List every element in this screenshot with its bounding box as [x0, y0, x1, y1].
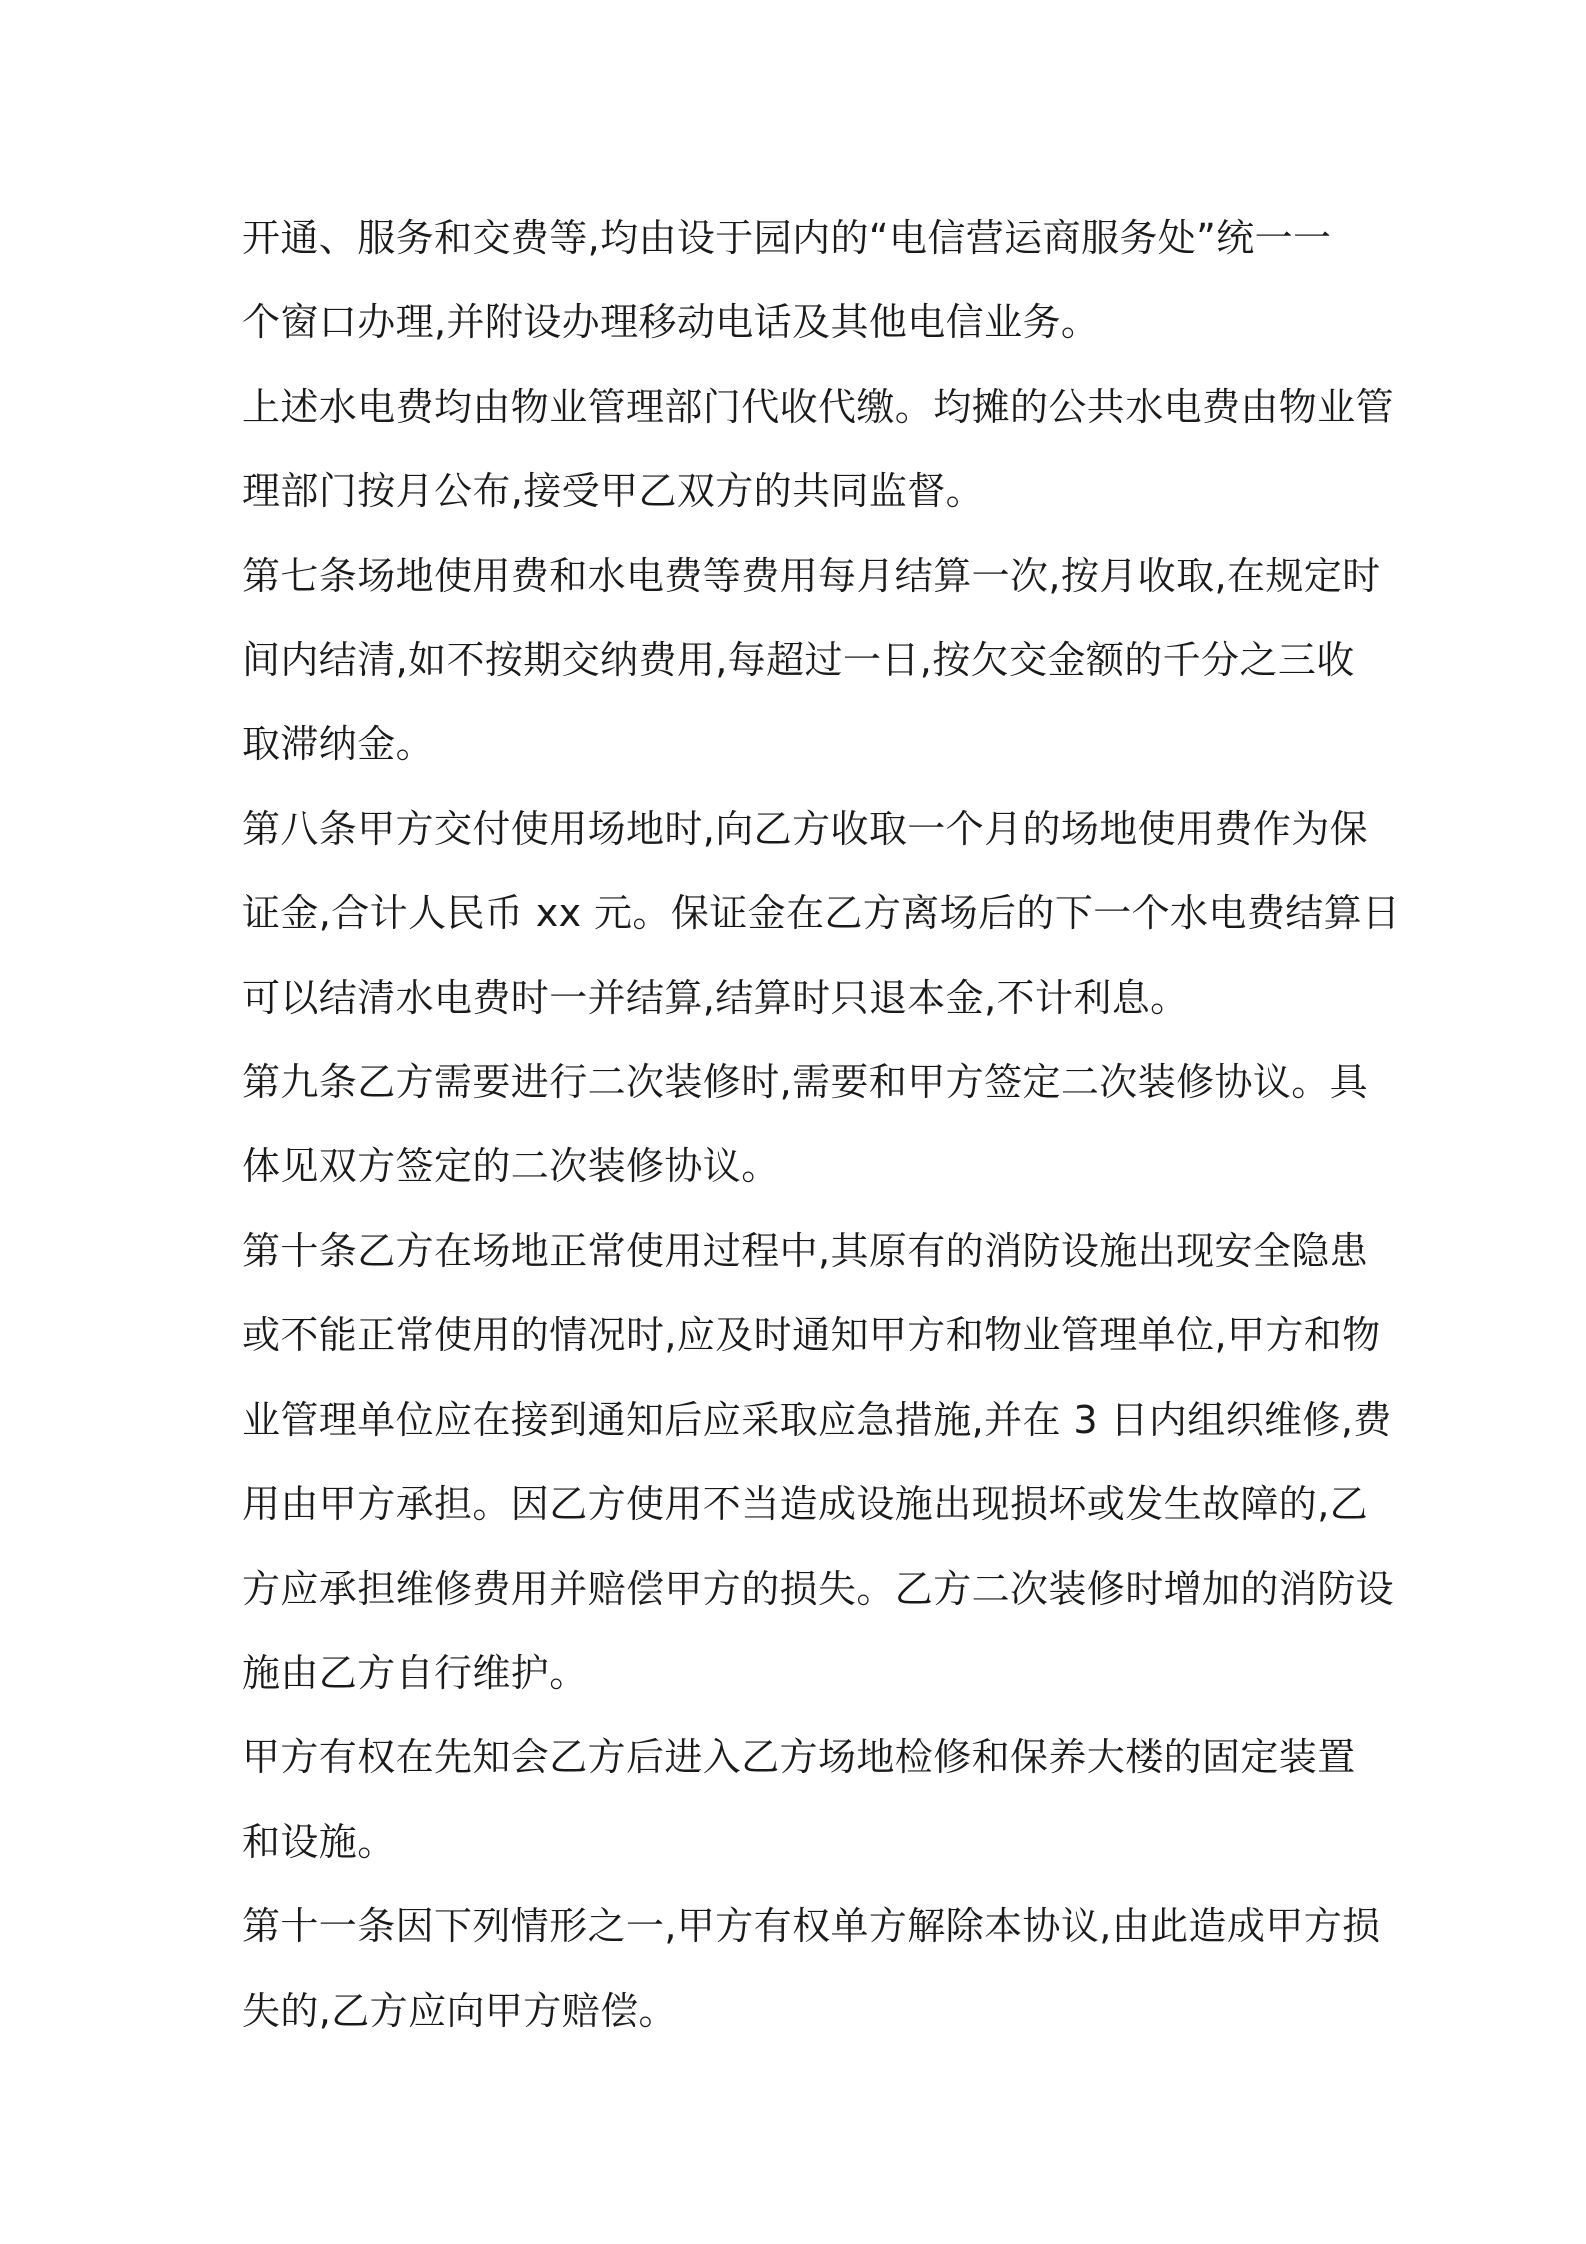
text-line: 用由甲方承担。因乙方使用不当造成设施出现损坏或发生故障的,乙	[242, 1482, 1369, 1527]
text-line: 开通、服务和交费等,均由设于园内的“电信营运商服务处”统一一	[242, 216, 1332, 260]
text-line: 或不能正常使用的情况时,应及时通知甲方和物业管理单位,甲方和物	[242, 1313, 1381, 1358]
text-line: 失的,乙方应向甲方赔偿。	[242, 1988, 677, 2033]
text-line: 施由乙方自行维护。	[242, 1650, 588, 1695]
text-line: 上述水电费均由物业管理部门代收代缴。均摊的公共水电费由物业管	[242, 384, 1395, 429]
text-line: 甲方有权在先知会乙方后进入乙方场地检修和保养大楼的固定装置	[242, 1735, 1356, 1780]
text-line: 方应承担维修费用并赔偿甲方的损失。乙方二次装修时增加的消防设	[242, 1566, 1395, 1611]
text-line: 第九条乙方需要进行二次装修时,需要和甲方签定二次装修协议。具	[242, 1060, 1369, 1105]
text-line: 理部门按月公布,接受甲乙双方的共同监督。	[242, 469, 985, 514]
text-line: 体见双方签定的二次装修协议。	[242, 1144, 780, 1189]
text-line: 个窗口办理,并附设办理移动电话及其他电信业务。	[242, 300, 1100, 345]
text-line: 和设施。	[242, 1819, 396, 1864]
text-line: 间内结清,如不按期交纳费用,每超过一日,按欠交金额的千分之三收	[242, 638, 1355, 683]
text-line: 可以结清水电费时一并结算,结算时只退本金,不计利息。	[242, 975, 1189, 1020]
text-line: 第八条甲方交付使用场地时,向乙方收取一个月的场地使用费作为保	[242, 806, 1369, 851]
document-body	[242, 196, 1401, 2053]
text-line: 业管理单位应在接到通知后应采取应急措施,并在 3 日内组织维修,费	[242, 1397, 1392, 1442]
text-line: 第七条场地使用费和水电费等费用每月结算一次,按月收取,在规定时	[242, 553, 1381, 598]
text-line: 第十条乙方在场地正常使用过程中,其原有的消防设施出现安全隐患	[242, 1228, 1369, 1273]
text-line: 取滞纳金。	[242, 722, 435, 767]
text-line: 第十一条因下列情形之一,甲方有权单方解除本协议,由此造成甲方损	[242, 1904, 1381, 1949]
text-line: 证金,合计人民币 xx 元。保证金在乙方离场后的下一个水电费结算日	[242, 891, 1401, 936]
